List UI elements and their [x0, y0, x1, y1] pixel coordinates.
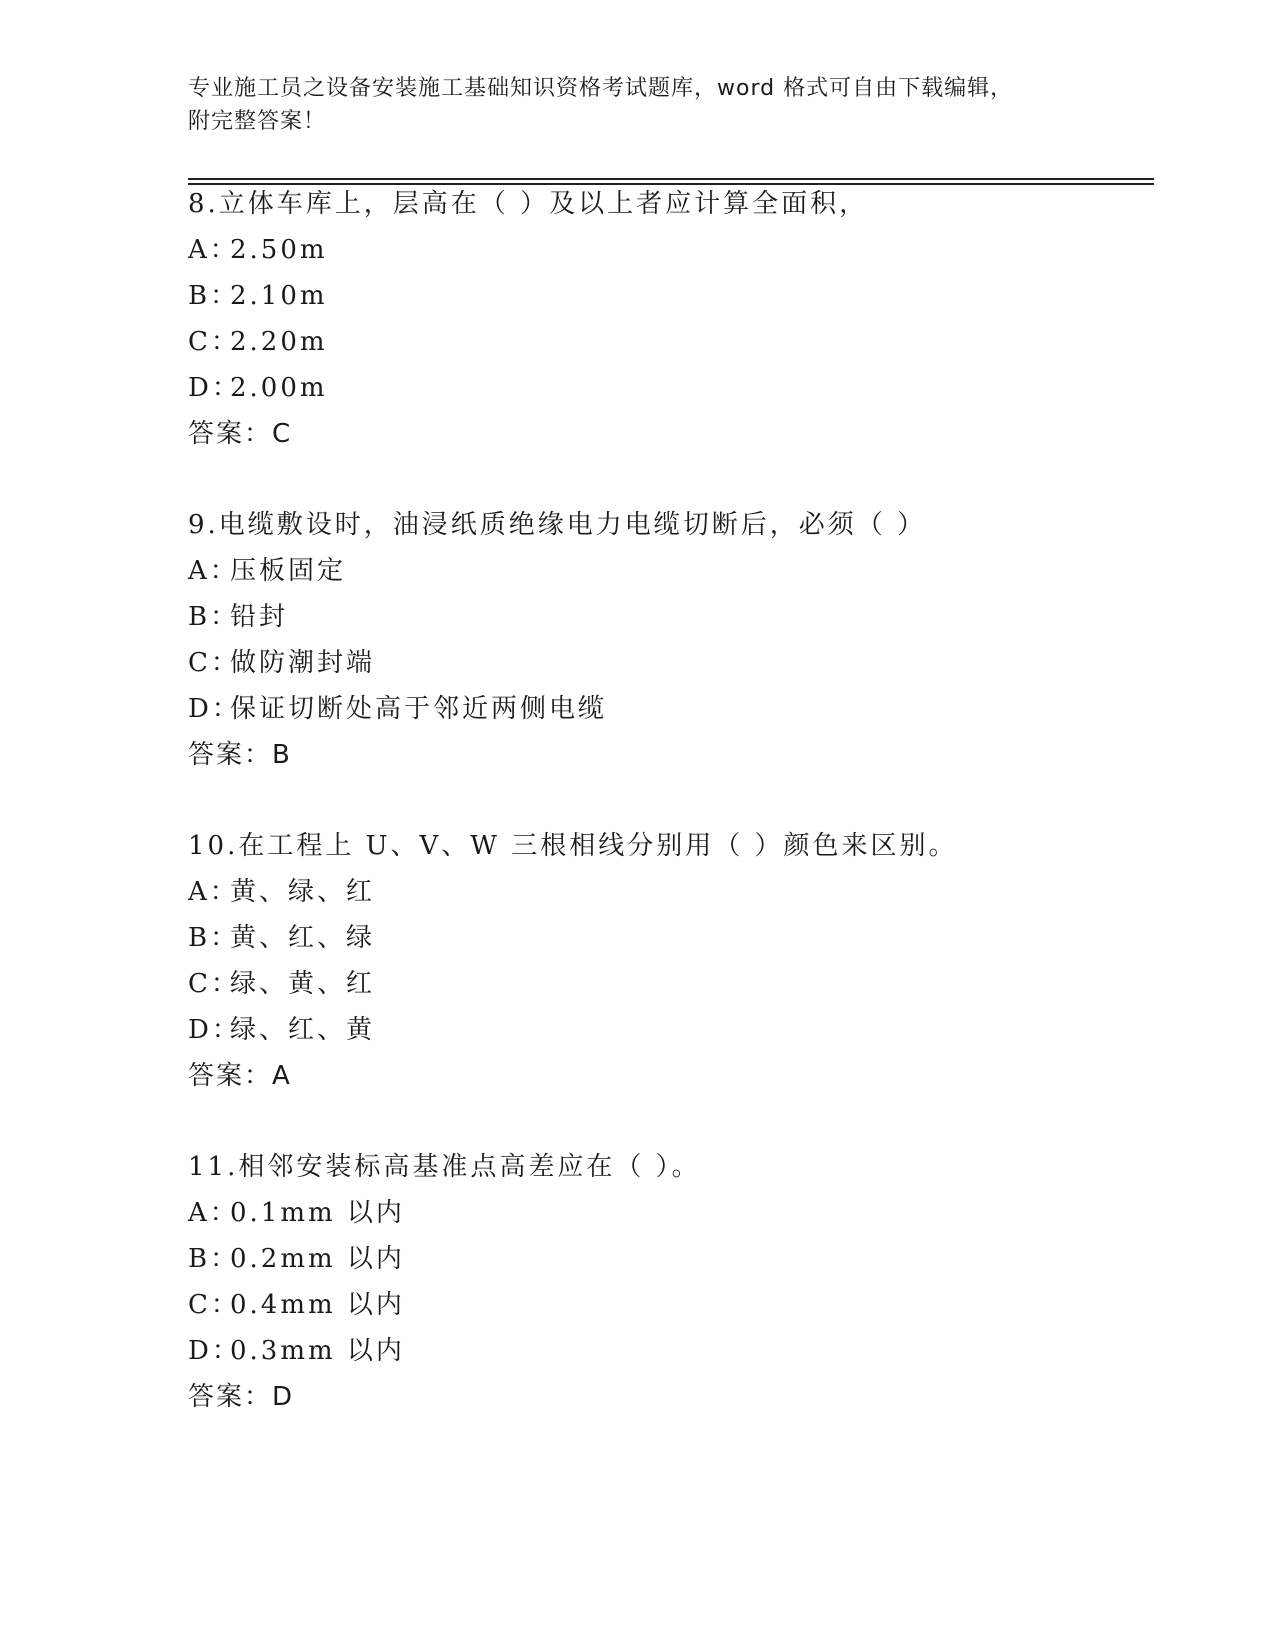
answer-line: 答案：D — [188, 1382, 295, 1412]
option-key: D： — [188, 694, 241, 724]
option-value: 压板固定 — [230, 556, 347, 586]
option-value: 铅封 — [230, 602, 289, 632]
option-value: 0.3mm 以内 — [230, 1336, 405, 1366]
option-value: 2.00m — [230, 373, 328, 403]
option-value: 0.4mm 以内 — [230, 1290, 405, 1320]
question-text: 8.立体车库上，层高在（ ）及以上者应计算全面积， — [188, 189, 869, 219]
question-9 — [188, 502, 1148, 778]
option-a — [188, 548, 1148, 594]
option-c — [188, 1282, 1148, 1328]
option-value: 绿、红、黄 — [230, 1015, 376, 1045]
option-d — [188, 1007, 1148, 1053]
option-key: A： — [188, 556, 239, 586]
option-key: B： — [188, 923, 240, 953]
question-11 — [188, 1144, 1148, 1420]
option-key: A： — [188, 877, 239, 907]
header-rule-top — [188, 178, 1154, 180]
question-text: 10.在工程上 U、V、W 三根相线分别用（ ）颜色来区别。 — [188, 831, 958, 861]
option-c — [188, 640, 1148, 686]
option-a — [188, 227, 1148, 273]
answer-line: 答案：A — [188, 1061, 292, 1091]
option-b — [188, 915, 1148, 961]
option-value: 2.10m — [230, 281, 328, 311]
option-key: B： — [188, 281, 240, 311]
header-line-1: 专业施工员之设备安装施工基础知识资格考试题库，word 格式可自由下载编辑， — [188, 76, 1014, 101]
option-c — [188, 961, 1148, 1007]
option-value: 0.2mm 以内 — [230, 1244, 405, 1274]
option-d — [188, 365, 1148, 411]
option-b — [188, 1236, 1148, 1282]
question-text: 11.相邻安装标高基准点高差应在（ ）。 — [188, 1152, 701, 1182]
question-8 — [188, 181, 1148, 457]
option-key: C： — [188, 327, 240, 357]
option-key: D： — [188, 1336, 241, 1366]
option-key: C： — [188, 648, 240, 678]
option-key: C： — [188, 1290, 240, 1320]
option-d — [188, 1328, 1148, 1374]
option-value: 2.20m — [230, 327, 328, 357]
question-10 — [188, 823, 1148, 1099]
option-key: A： — [188, 1198, 239, 1228]
option-key: D： — [188, 1015, 241, 1045]
option-c — [188, 319, 1148, 365]
option-value: 黄、绿、红 — [230, 877, 376, 907]
option-key: C： — [188, 969, 240, 999]
question-text: 9.电缆敷设时，油浸纸质绝缘电力电缆切断后，必须（ ） — [188, 510, 927, 540]
option-value: 黄、红、绿 — [230, 923, 376, 953]
option-a — [188, 869, 1148, 915]
option-value: 0.1mm 以内 — [230, 1198, 405, 1228]
option-value: 绿、黄、红 — [230, 969, 376, 999]
option-value: 2.50m — [230, 235, 328, 265]
option-value: 做防潮封端 — [230, 648, 376, 678]
option-d — [188, 686, 1148, 732]
option-b — [188, 273, 1148, 319]
option-key: B： — [188, 1244, 240, 1274]
option-key: D： — [188, 373, 241, 403]
header-line-2: 附完整答案！ — [188, 109, 327, 134]
option-b — [188, 594, 1148, 640]
option-value: 保证切断处高于邻近两侧电缆 — [230, 694, 608, 724]
document-header — [188, 72, 1088, 138]
answer-line: 答案：B — [188, 740, 292, 770]
option-key: B： — [188, 602, 240, 632]
option-key: A： — [188, 235, 239, 265]
answer-line: 答案：C — [188, 419, 293, 449]
option-a — [188, 1190, 1148, 1236]
